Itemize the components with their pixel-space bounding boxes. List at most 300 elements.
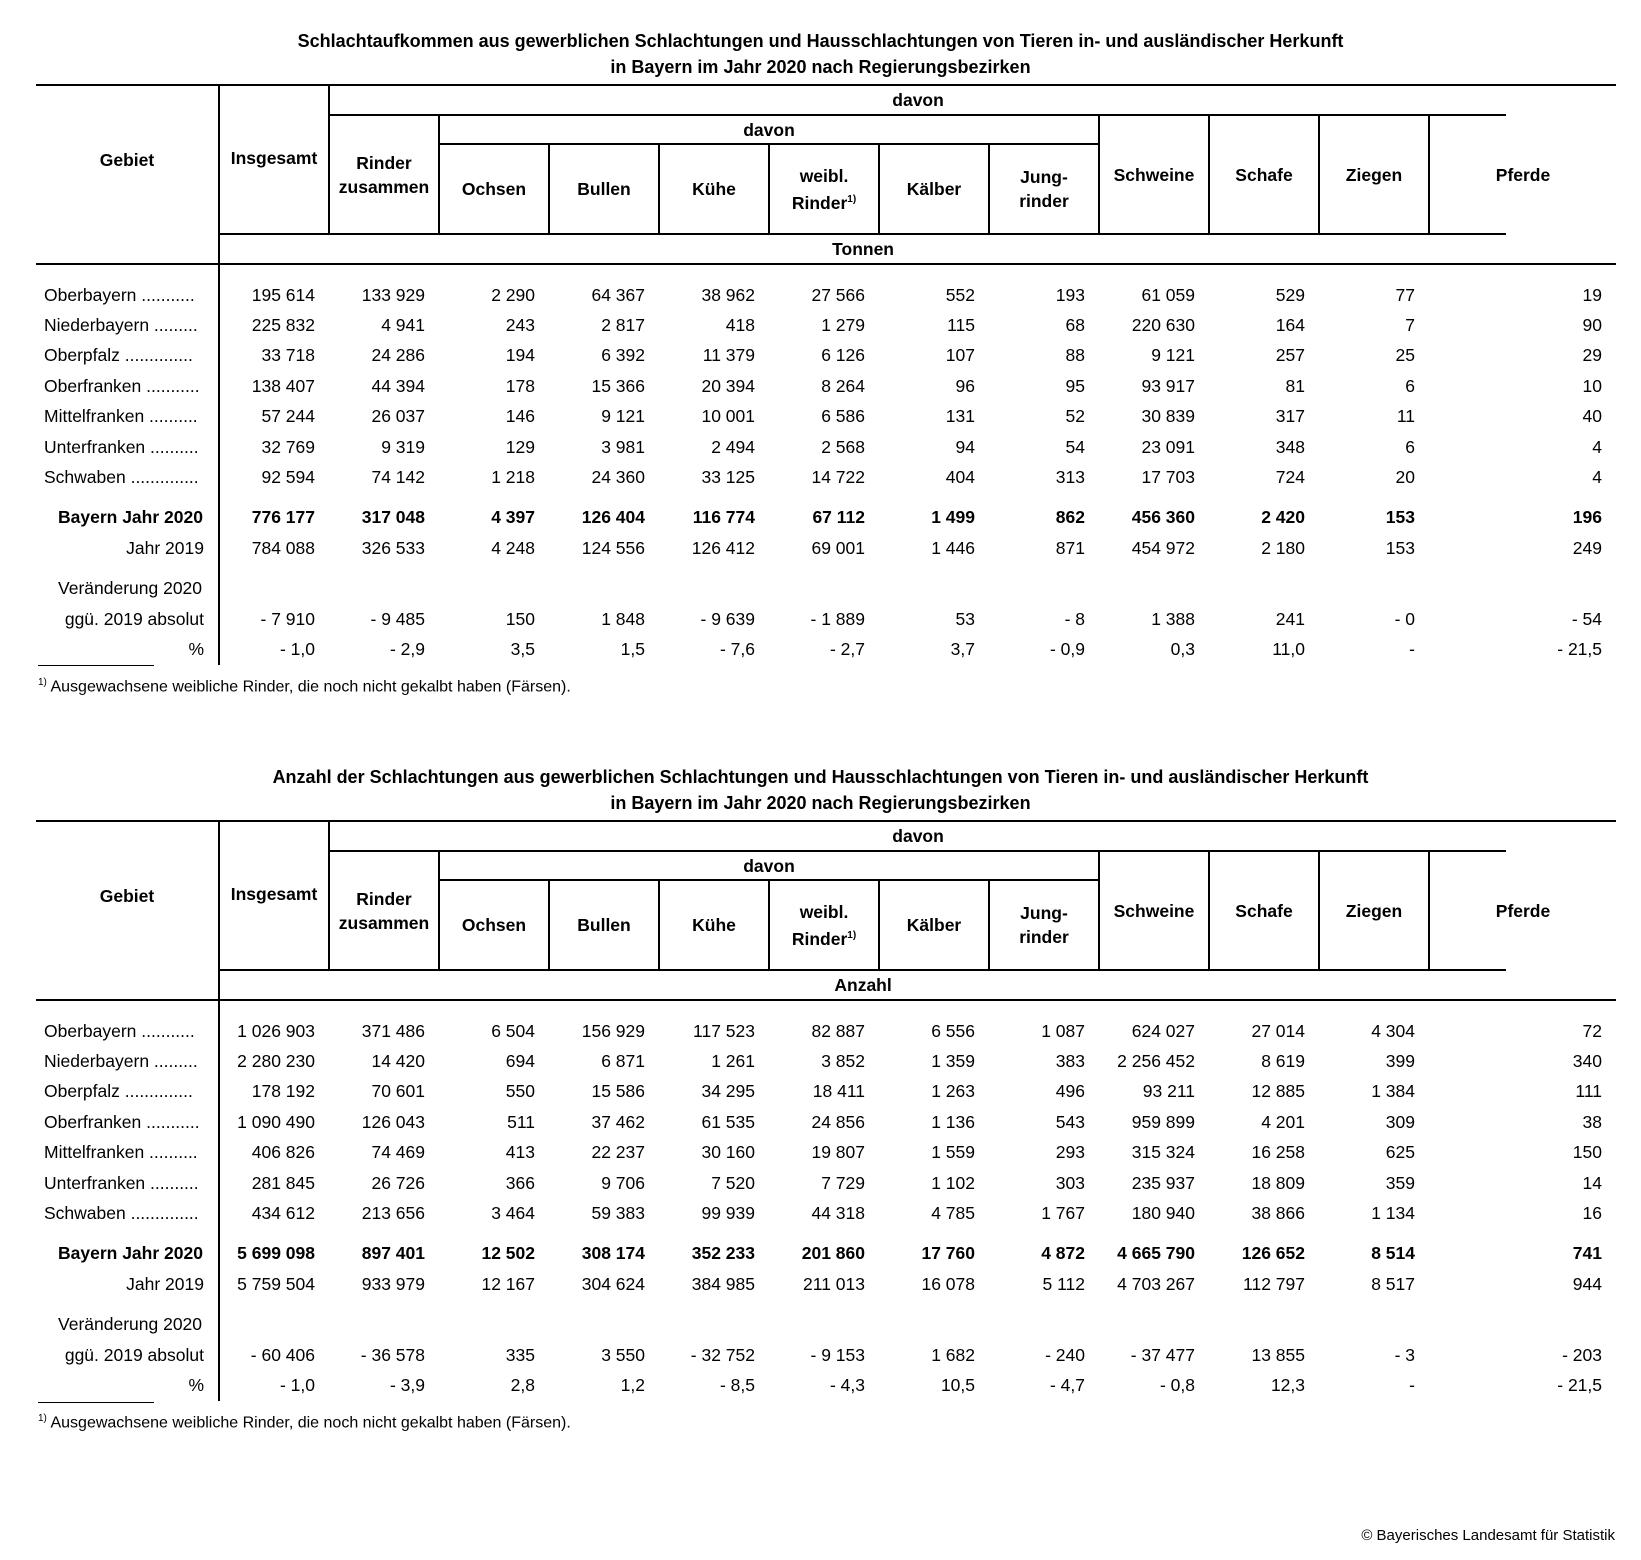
table-cell: 34 295	[701, 1081, 755, 1102]
row-label: Mittelfranken ..........	[36, 402, 219, 432]
table-cell: - 3,9	[389, 1374, 425, 1395]
table-row	[36, 341, 1616, 371]
table-cell: 1 279	[821, 315, 865, 336]
table-row	[36, 1310, 1616, 1340]
table-cell: - 0,8	[1159, 1374, 1195, 1395]
table-cell: 2 280 230	[237, 1051, 315, 1072]
header-insgesamt: Insgesamt	[219, 821, 329, 970]
table-cell: 16 258	[1251, 1142, 1305, 1163]
table-cell: - 32 752	[690, 1344, 755, 1365]
table-cell: 156 929	[581, 1020, 645, 1041]
table-cell: 4 665 790	[1117, 1243, 1195, 1264]
table-cell: 92 594	[261, 467, 315, 488]
table-cell: 70 601	[371, 1081, 425, 1102]
table-cell: 23 091	[1141, 436, 1195, 457]
row-label: Oberpfalz ..............	[36, 1077, 219, 1107]
table1-title-line1: Schlachtaufkommen aus gewerblichen Schlachtungen und Hausschlachtungen von Tieren in- und ausländischer Herkunft	[297, 31, 1344, 51]
table-cell: - 1 889	[810, 608, 865, 629]
table-cell: 20	[1395, 467, 1415, 488]
table-cell: 1,5	[620, 638, 645, 659]
header-davon: davon	[329, 85, 1506, 115]
table-cell: 150	[505, 608, 535, 629]
table-cell: - 1,0	[279, 1374, 315, 1395]
table-cell: 1 384	[1371, 1081, 1415, 1102]
table-cell: 308 174	[581, 1243, 645, 1264]
table-cell: 1 090 490	[237, 1111, 315, 1132]
table-cell: 22 237	[591, 1142, 645, 1163]
table-cell: - 7 910	[260, 608, 315, 629]
table-cell: 15 366	[591, 375, 645, 396]
table-cell: 2 180	[1261, 537, 1305, 558]
header-kaelber: Kälber	[879, 144, 989, 234]
table-cell: 88	[1065, 345, 1085, 366]
table-row	[36, 310, 1616, 340]
table-cell: 178	[505, 375, 535, 396]
table1-footnote: $^{1)}$ Ausgewachsene weibliche Rinder, die noch nicht gekalbt haben (Färsen).	[38, 677, 571, 696]
table-cell: 434 612	[251, 1203, 315, 1224]
table-cell: - 37 477	[1130, 1344, 1195, 1365]
table-cell: 1 388	[1151, 608, 1195, 629]
table-cell: 454 972	[1131, 537, 1195, 558]
row-label: ggü. 2019 absolut	[36, 1340, 219, 1370]
table-cell: 38 962	[701, 284, 755, 305]
table-cell: - 2,7	[829, 638, 865, 659]
table-cell: 180 940	[1131, 1203, 1195, 1224]
table-cell: 201 860	[801, 1243, 865, 1264]
table-cell: 1 134	[1371, 1203, 1415, 1224]
table-cell: 153	[1385, 507, 1415, 528]
table-row	[36, 1016, 1616, 1046]
table-cell: 153	[1385, 537, 1415, 558]
header-insgesamt: Insgesamt	[219, 85, 329, 234]
table-cell: 625	[1385, 1142, 1415, 1163]
table2	[36, 820, 1616, 1401]
table-cell: 194	[505, 345, 535, 366]
header-gebiet: Gebiet	[36, 85, 219, 234]
table-cell: 17 703	[1141, 467, 1195, 488]
header-pferde: Pferde	[1429, 115, 1616, 234]
table-cell: 164	[1275, 315, 1305, 336]
table-cell: 211 013	[803, 1273, 865, 1294]
table-cell: 959 899	[1131, 1111, 1195, 1132]
table-cell: 3,7	[950, 638, 975, 659]
row-label: %	[36, 634, 219, 664]
row-label: Veränderung 2020	[36, 574, 219, 604]
table-cell: 19 807	[811, 1142, 865, 1163]
table2-footnote: $^{1)}$ Ausgewachsene weibliche Rinder, die noch nicht gekalbt haben (Färsen).	[38, 1413, 571, 1432]
table-cell: 1 261	[711, 1051, 755, 1072]
table-cell: 69 001	[811, 537, 865, 558]
table-cell: 116 774	[692, 507, 755, 528]
table-cell: 1 136	[931, 1111, 975, 1132]
table-cell: 511	[507, 1111, 535, 1132]
table-row	[36, 503, 1616, 533]
table-cell: 552	[945, 284, 975, 305]
header-ochsen: Ochsen	[439, 880, 549, 970]
table-cell: 418	[725, 315, 755, 336]
table-cell: 126 652	[1241, 1243, 1305, 1264]
table-cell: 20 394	[701, 375, 755, 396]
row-label: Unterfranken ..........	[36, 1168, 219, 1198]
table-cell: 7	[1405, 315, 1415, 336]
table-cell: 724	[1275, 467, 1305, 488]
table-cell: 126 404	[581, 507, 645, 528]
table1-title-line2: in Bayern im Jahr 2020 nach Regierungsbezirken	[610, 57, 1031, 77]
table-cell: - 0,9	[1049, 638, 1085, 659]
table-row	[36, 1168, 1616, 1198]
table-cell: 57 244	[261, 406, 315, 427]
table-cell: - 3	[1394, 1344, 1415, 1365]
table-row	[36, 1269, 1616, 1299]
table-cell: 24 856	[811, 1111, 865, 1132]
table-row	[36, 402, 1616, 432]
table1-wrap	[36, 84, 1616, 665]
header-gebiet: Gebiet	[36, 821, 219, 970]
table-cell: 3,5	[510, 638, 535, 659]
table-cell: 776 177	[251, 507, 315, 528]
table-cell: 24 360	[591, 467, 645, 488]
table-cell: 1 559	[931, 1142, 975, 1163]
table-cell: 784 088	[251, 537, 315, 558]
table-cell: 326 533	[361, 537, 425, 558]
table-cell: 1 767	[1041, 1203, 1085, 1224]
row-label: %	[36, 1370, 219, 1400]
table-cell: 12,3	[1270, 1374, 1305, 1395]
table-cell: - 240	[1045, 1344, 1085, 1365]
table-cell: 9 319	[381, 436, 425, 457]
table-cell: 213 656	[361, 1203, 425, 1224]
table-cell: 8 517	[1371, 1273, 1415, 1294]
table-cell: 1 218	[491, 467, 535, 488]
table-cell: - 8,5	[719, 1374, 755, 1395]
table-cell: 72	[1582, 1020, 1602, 1041]
table-row	[36, 533, 1616, 563]
table-row	[36, 1370, 1616, 1400]
table-cell: - 9 639	[700, 608, 755, 629]
table-cell: 12 885	[1251, 1081, 1305, 1102]
table-cell: 19	[1582, 284, 1602, 305]
copyright: © Bayerisches Landesamt für Statistik	[1361, 1527, 1615, 1544]
table-cell: 24 286	[371, 345, 425, 366]
table-cell: 146	[505, 406, 535, 427]
table-cell: 3 852	[821, 1051, 865, 1072]
table-cell: 4 941	[381, 315, 425, 336]
table-cell: 37 462	[591, 1111, 645, 1132]
table-cell: 93 211	[1142, 1081, 1195, 1102]
table-cell: - 21,5	[1557, 638, 1602, 659]
table-cell: 383	[1055, 1051, 1085, 1072]
table-cell: 348	[1275, 436, 1305, 457]
table-cell: 74 469	[371, 1142, 425, 1163]
table-cell: 6 504	[491, 1020, 535, 1041]
table-cell: -	[1409, 1374, 1415, 1395]
table-cell: 413	[505, 1142, 535, 1163]
table-cell: 225 832	[251, 315, 315, 336]
table-cell: 4 201	[1261, 1111, 1305, 1132]
table-cell: 359	[1385, 1172, 1415, 1193]
table-cell: 26 726	[371, 1172, 425, 1193]
table-cell: 871	[1055, 537, 1085, 558]
table-cell: 107	[945, 345, 975, 366]
table-row	[36, 1239, 1616, 1269]
table-cell: 115	[947, 315, 975, 336]
table-cell: 9 121	[601, 406, 645, 427]
row-label: Oberbayern ...........	[36, 280, 219, 310]
table-cell: 95	[1065, 375, 1085, 396]
table-cell: 2 290	[491, 284, 535, 305]
table-row	[36, 432, 1616, 462]
row-label: Jahr 2019	[36, 1269, 219, 1299]
table-cell: 178 192	[251, 1081, 315, 1102]
unit-label: Anzahl	[219, 970, 1506, 1000]
table-cell: 529	[1275, 284, 1305, 305]
table-cell: 303	[1055, 1172, 1085, 1193]
table-cell: 32 769	[261, 436, 315, 457]
table-cell: 17 760	[921, 1243, 975, 1264]
table-cell: - 4,7	[1049, 1374, 1085, 1395]
table-cell: 1 848	[601, 608, 645, 629]
table-cell: 6	[1405, 375, 1415, 396]
table-cell: 68	[1065, 315, 1085, 336]
table-cell: 81	[1285, 375, 1305, 396]
table-cell: 67 112	[812, 507, 865, 528]
table-cell: 94	[955, 436, 975, 457]
table1	[36, 84, 1616, 665]
table-cell: 7 520	[711, 1172, 755, 1193]
table-cell: 12 502	[481, 1243, 535, 1264]
header-davon-rinder: davon	[439, 851, 1099, 880]
table-cell: - 21,5	[1557, 1374, 1602, 1395]
table-cell: 14	[1582, 1172, 1602, 1193]
header-pferde: Pferde	[1429, 851, 1616, 970]
table-cell: 10 001	[701, 406, 755, 427]
table-cell: 3 550	[601, 1344, 645, 1365]
table-cell: 406 826	[251, 1142, 315, 1163]
table-cell: 131	[945, 406, 975, 427]
table-cell: 126 412	[691, 537, 755, 558]
table-row	[36, 604, 1616, 634]
table-cell: 1,2	[620, 1374, 645, 1395]
table-cell: 27 566	[811, 284, 865, 305]
row-label: Unterfranken ..........	[36, 432, 219, 462]
table-cell: 2 420	[1261, 507, 1305, 528]
table-cell: 352 233	[691, 1243, 755, 1264]
header-weibl-rinder: weibl. Rinder$^{1)}$	[769, 144, 879, 234]
table-cell: 313	[1055, 467, 1085, 488]
table-cell: 1 263	[931, 1081, 975, 1102]
table-cell: - 36 578	[360, 1344, 425, 1365]
table-row	[36, 634, 1616, 664]
table-cell: -	[1409, 638, 1415, 659]
table-cell: 2 256 452	[1117, 1051, 1195, 1072]
table-cell: 235 937	[1131, 1172, 1195, 1193]
table-cell: 2,8	[510, 1374, 535, 1395]
row-label: Jahr 2019	[36, 533, 219, 563]
table-cell: 2 817	[601, 315, 645, 336]
table-cell: 4 703 267	[1117, 1273, 1195, 1294]
row-label: Oberpfalz ..............	[36, 341, 219, 371]
table-cell: 27 014	[1251, 1020, 1305, 1041]
table-cell: 112 797	[1243, 1273, 1305, 1294]
table-cell: 249	[1572, 537, 1602, 558]
table-cell: 12 167	[481, 1273, 535, 1294]
table-cell: 33 125	[701, 467, 755, 488]
table-row	[36, 574, 1616, 604]
table-cell: 897 401	[361, 1243, 425, 1264]
table-cell: 243	[505, 315, 535, 336]
table-cell: 38 866	[1251, 1203, 1305, 1224]
table-cell: 126 043	[361, 1111, 425, 1132]
table-cell: 1 026 903	[237, 1020, 315, 1041]
table-cell: 29	[1582, 345, 1602, 366]
row-label: Mittelfranken ..........	[36, 1138, 219, 1168]
table-cell: 5 759 504	[237, 1273, 315, 1294]
table-cell: 4 248	[491, 537, 535, 558]
table-row	[36, 1138, 1616, 1168]
table-cell: 624 027	[1131, 1020, 1195, 1041]
table-cell: 111	[1575, 1081, 1602, 1102]
header-kuehe: Kühe	[659, 144, 769, 234]
unit-label: Tonnen	[219, 234, 1506, 264]
header-rinder-zusammen: Rinder zusammen	[329, 851, 439, 970]
row-label: Oberfranken ...........	[36, 371, 219, 401]
table-cell: - 1,0	[279, 638, 315, 659]
table-cell: 40	[1582, 406, 1602, 427]
table-cell: 4 872	[1041, 1243, 1085, 1264]
row-label: Niederbayern .........	[36, 1046, 219, 1076]
table-cell: 1 102	[931, 1172, 975, 1193]
table-row	[36, 280, 1616, 310]
header-kaelber: Kälber	[879, 880, 989, 970]
row-label: ggü. 2019 absolut	[36, 604, 219, 634]
header-weibl-rinder: weibl. Rinder$^{1)}$	[769, 880, 879, 970]
table-cell: 77	[1395, 284, 1415, 305]
table-cell: - 7,6	[719, 638, 755, 659]
table-cell: 340	[1572, 1051, 1602, 1072]
table-cell: 293	[1055, 1142, 1085, 1163]
table-cell: 11 379	[702, 345, 755, 366]
row-label: Veränderung 2020	[36, 1310, 219, 1340]
table-cell: 195 614	[251, 284, 315, 305]
table-cell: 1 359	[931, 1051, 975, 1072]
header-davon-rinder: davon	[439, 115, 1099, 144]
table2-title-line2: in Bayern im Jahr 2020 nach Regierungsbezirken	[610, 793, 1031, 813]
table-cell: 694	[505, 1051, 535, 1072]
table-cell: 6 586	[821, 406, 865, 427]
header-kuehe: Kühe	[659, 880, 769, 970]
table-cell: 99 939	[701, 1203, 755, 1224]
table-cell: 944	[1572, 1273, 1602, 1294]
footnote-rule	[38, 665, 154, 666]
table-cell: 8 264	[821, 375, 865, 396]
table-cell: 61 535	[701, 1111, 755, 1132]
table-cell: 30 160	[701, 1142, 755, 1163]
header-davon: davon	[329, 821, 1506, 851]
table-row	[36, 1198, 1616, 1228]
table-cell: 25	[1395, 345, 1415, 366]
table-cell: 5 112	[1042, 1273, 1085, 1294]
table-cell: 8 619	[1261, 1051, 1305, 1072]
table-cell: 9 706	[601, 1172, 645, 1193]
table-cell: 18 411	[812, 1081, 865, 1102]
table-cell: 309	[1385, 1111, 1415, 1132]
table-cell: 6	[1405, 436, 1415, 457]
table-cell: 281 845	[251, 1172, 315, 1193]
table1-title	[0, 28, 1641, 80]
table-cell: 11	[1396, 406, 1415, 427]
table-cell: 220 630	[1131, 315, 1195, 336]
header-ziegen: Ziegen	[1319, 115, 1429, 234]
table-row	[36, 1340, 1616, 1370]
table-cell: 38	[1582, 1111, 1602, 1132]
table-cell: 335	[505, 1344, 535, 1365]
table-row	[36, 371, 1616, 401]
row-label: Niederbayern .........	[36, 310, 219, 340]
table-cell: 54	[1065, 436, 1085, 457]
table-cell: 5 699 098	[237, 1243, 315, 1264]
table-cell: - 60 406	[250, 1344, 315, 1365]
table-cell: 33 718	[261, 345, 315, 366]
table-cell: 44 318	[811, 1203, 865, 1224]
table-cell: 550	[505, 1081, 535, 1102]
table-cell: 129	[505, 436, 535, 457]
row-label: Bayern Jahr 2020	[36, 503, 219, 533]
table-cell: - 54	[1571, 608, 1602, 629]
table-cell: 9 121	[1151, 345, 1195, 366]
header-bullen: Bullen	[549, 880, 659, 970]
table2-title-line1: Anzahl der Schlachtungen aus gewerblichen Schlachtungen und Hausschlachtungen von Tieren in- und ausländischer Herkunft	[272, 767, 1369, 787]
table-cell: 404	[945, 467, 975, 488]
table-cell: 1 446	[931, 537, 975, 558]
table-cell: 15 586	[591, 1081, 645, 1102]
table-cell: 7 729	[821, 1172, 865, 1193]
table-cell: - 203	[1562, 1344, 1602, 1365]
table-cell: 59 383	[591, 1203, 645, 1224]
table-row	[36, 1046, 1616, 1076]
header-schafe: Schafe	[1209, 115, 1319, 234]
table-cell: 1 682	[931, 1344, 975, 1365]
table-cell: 196	[1572, 507, 1602, 528]
table-cell: 2 568	[821, 436, 865, 457]
table2-wrap	[36, 820, 1616, 1401]
table-cell: 257	[1275, 345, 1305, 366]
table-cell: 64 367	[591, 284, 645, 305]
header-schweine: Schweine	[1099, 851, 1209, 970]
table-cell: 2 494	[711, 436, 755, 457]
table-cell: - 9 485	[370, 608, 425, 629]
table-cell: 26 037	[371, 406, 425, 427]
table-cell: 193	[1055, 284, 1085, 305]
table-cell: 317 048	[361, 507, 425, 528]
table-row	[36, 462, 1616, 492]
table-cell: - 8	[1064, 608, 1085, 629]
table-cell: 862	[1055, 507, 1085, 528]
table-cell: 4 785	[931, 1203, 975, 1224]
row-label: Schwaben ..............	[36, 1198, 219, 1228]
header-schweine: Schweine	[1099, 115, 1209, 234]
table-cell: 241	[1275, 608, 1305, 629]
table-cell: 10	[1582, 375, 1602, 396]
table2-title	[0, 764, 1641, 816]
table-cell: 8 514	[1371, 1243, 1415, 1264]
table-cell: 82 887	[811, 1020, 865, 1041]
table-cell: 11,0	[1272, 638, 1305, 659]
table-cell: 117 523	[693, 1020, 755, 1041]
table-cell: 14 420	[371, 1051, 425, 1072]
table-cell: 16 078	[921, 1273, 975, 1294]
table-cell: 4	[1592, 467, 1602, 488]
table-cell: 3 981	[601, 436, 645, 457]
